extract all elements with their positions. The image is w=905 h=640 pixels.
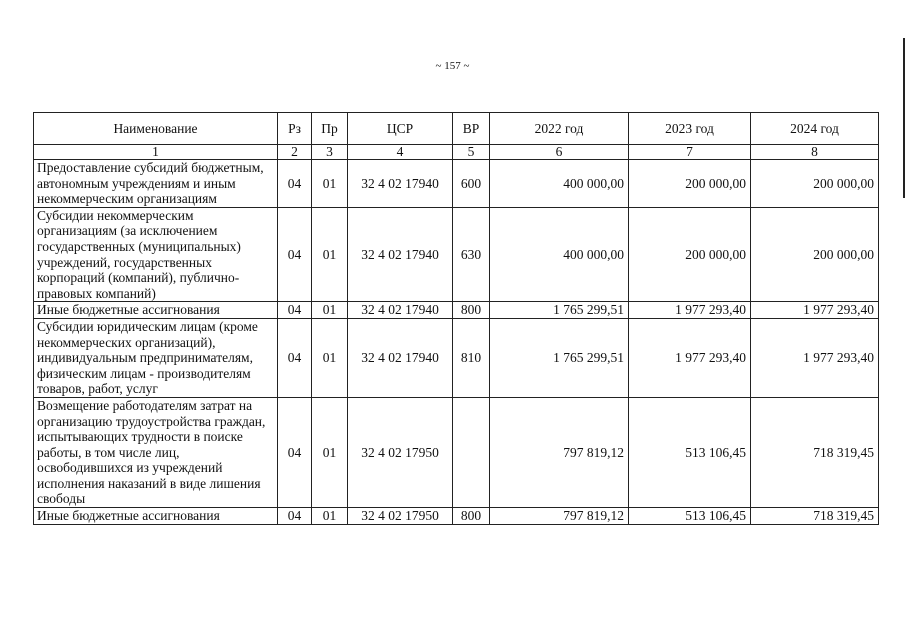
page-number: ~ 157 ~	[435, 60, 470, 72]
row-2023: 1 977 293,40	[629, 302, 751, 319]
row-vr: 600	[453, 160, 490, 208]
header-cell-pr: Пр	[312, 113, 348, 145]
header-row	[34, 113, 879, 145]
budget-table	[33, 112, 879, 525]
table-row	[34, 397, 879, 507]
row-2022: 797 819,12	[490, 508, 629, 525]
row-2023: 1 977 293,40	[629, 318, 751, 397]
row-csr: 32 4 02 17940	[348, 302, 453, 319]
row-pr: 01	[312, 318, 348, 397]
header-cell-2024: 2024 год	[751, 113, 879, 145]
row-2022: 400 000,00	[490, 160, 629, 208]
row-2022: 1 765 299,51	[490, 302, 629, 319]
header-cell-name: Наименование	[34, 113, 278, 145]
column-number-row	[34, 145, 879, 160]
row-vr: 810	[453, 318, 490, 397]
row-2024: 1 977 293,40	[751, 302, 879, 319]
row-csr: 32 4 02 17940	[348, 160, 453, 208]
row-csr: 32 4 02 17950	[348, 397, 453, 507]
row-2022: 1 765 299,51	[490, 318, 629, 397]
row-rz: 04	[278, 207, 312, 302]
row-pr: 01	[312, 508, 348, 525]
row-2022: 400 000,00	[490, 207, 629, 302]
table-row	[34, 207, 879, 302]
row-vr	[453, 397, 490, 507]
header-cell-2022: 2022 год	[490, 113, 629, 145]
row-2024: 200 000,00	[751, 207, 879, 302]
table-row	[34, 318, 879, 397]
row-name: Предоставление субсидий бюджетным, автономным учреждениям и иным некоммерческим организациям	[34, 160, 278, 208]
row-2024: 200 000,00	[751, 160, 879, 208]
row-pr: 01	[312, 207, 348, 302]
row-csr: 32 4 02 17940	[348, 207, 453, 302]
row-vr: 800	[453, 302, 490, 319]
column-number: 4	[348, 145, 453, 160]
header-cell-rz: Рз	[278, 113, 312, 145]
column-number: 5	[453, 145, 490, 160]
row-2023: 513 106,45	[629, 508, 751, 525]
row-2023: 200 000,00	[629, 160, 751, 208]
row-vr: 800	[453, 508, 490, 525]
row-rz: 04	[278, 508, 312, 525]
header-cell-2023: 2023 год	[629, 113, 751, 145]
table-row	[34, 508, 879, 525]
row-2022: 797 819,12	[490, 397, 629, 507]
row-pr: 01	[312, 160, 348, 208]
header-cell-csr: ЦСР	[348, 113, 453, 145]
table-row	[34, 160, 879, 208]
row-2023: 200 000,00	[629, 207, 751, 302]
header-cell-vr: ВР	[453, 113, 490, 145]
column-number: 1	[34, 145, 278, 160]
row-name: Иные бюджетные ассигнования	[34, 508, 278, 525]
row-2024: 718 319,45	[751, 397, 879, 507]
row-rz: 04	[278, 160, 312, 208]
row-name: Возмещение работодателям затрат на организацию трудоустройства граждан, испытывающих трудности в поиске работы, в том числе лиц, освободившихся из учреждений исполнения наказаний в виде лишения свободы	[34, 397, 278, 507]
table-row	[34, 302, 879, 319]
row-vr: 630	[453, 207, 490, 302]
row-csr: 32 4 02 17940	[348, 318, 453, 397]
row-pr: 01	[312, 302, 348, 319]
row-pr: 01	[312, 397, 348, 507]
column-number: 2	[278, 145, 312, 160]
row-2023: 513 106,45	[629, 397, 751, 507]
row-2024: 718 319,45	[751, 508, 879, 525]
row-name: Субсидии юридическим лицам (кроме некоммерческих организаций), индивидуальным предпринимателям, физическим лицам - производителям товаров, работ, услуг	[34, 318, 278, 397]
column-number: 7	[629, 145, 751, 160]
row-rz: 04	[278, 318, 312, 397]
row-rz: 04	[278, 397, 312, 507]
row-2024: 1 977 293,40	[751, 318, 879, 397]
row-csr: 32 4 02 17950	[348, 508, 453, 525]
row-rz: 04	[278, 302, 312, 319]
row-name: Иные бюджетные ассигнования	[34, 302, 278, 319]
column-number: 3	[312, 145, 348, 160]
column-number: 8	[751, 145, 879, 160]
column-number: 6	[490, 145, 629, 160]
row-name: Субсидии некоммерческим организациям (за исключением государственных (муниципальных) учреждений, государственных корпораций (компаний), публично-правовых компаний)	[34, 207, 278, 302]
